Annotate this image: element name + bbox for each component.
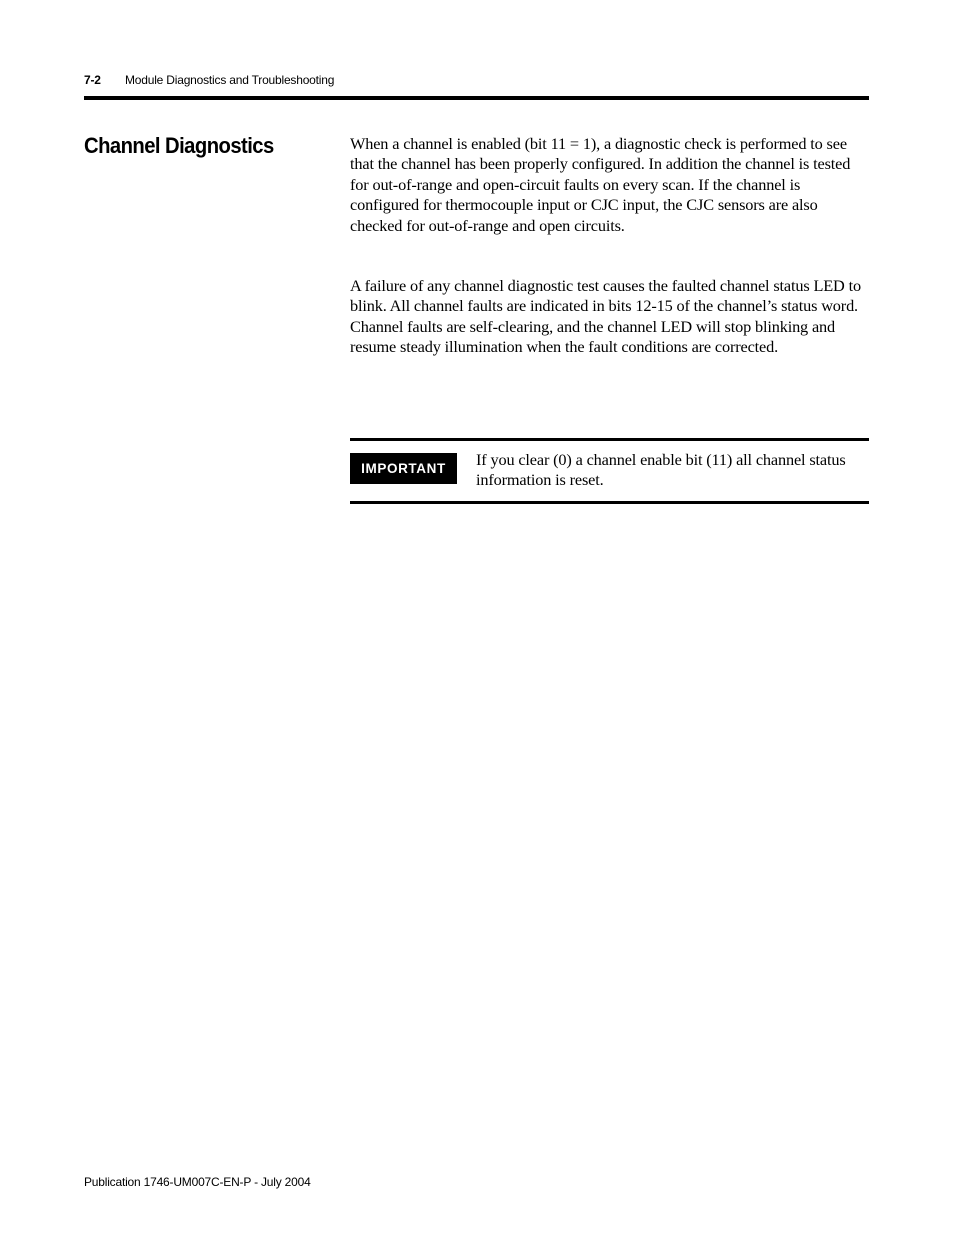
page-number: 7-2	[84, 73, 101, 87]
header-rule	[84, 96, 869, 100]
running-header	[84, 73, 334, 87]
body-paragraph-2: A failure of any channel diagnostic test causes the faulted channel status LED to blink. All channel faults are indicated in bits 12-15 of the channel’s status word. Channel faults are self-clearing, and the channel LED will stop blinking and resume steady illumination when the fault conditions are corrected.	[350, 276, 861, 357]
publication-footer: Publication 1746-UM007C-EN-P - July 2004	[84, 1175, 311, 1189]
important-text: If you clear (0) a channel enable bit (11) all channel status information is reset.	[476, 450, 846, 490]
section-title: Channel Diagnostics	[84, 133, 274, 158]
important-note	[350, 438, 869, 504]
important-label: IMPORTANT	[350, 453, 457, 484]
chapter-title: Module Diagnostics and Troubleshooting	[125, 73, 335, 87]
body-paragraph-1: When a channel is enabled (bit 11 = 1), a diagnostic check is performed to see that the channel has been properly configured. In addition the channel is tested for out-of-range and open-circuit faults on every scan. If the channel is configured for thermocouple input or CJC input, the CJC sensors are also checked for out-of-range and open circuits.	[350, 134, 851, 235]
